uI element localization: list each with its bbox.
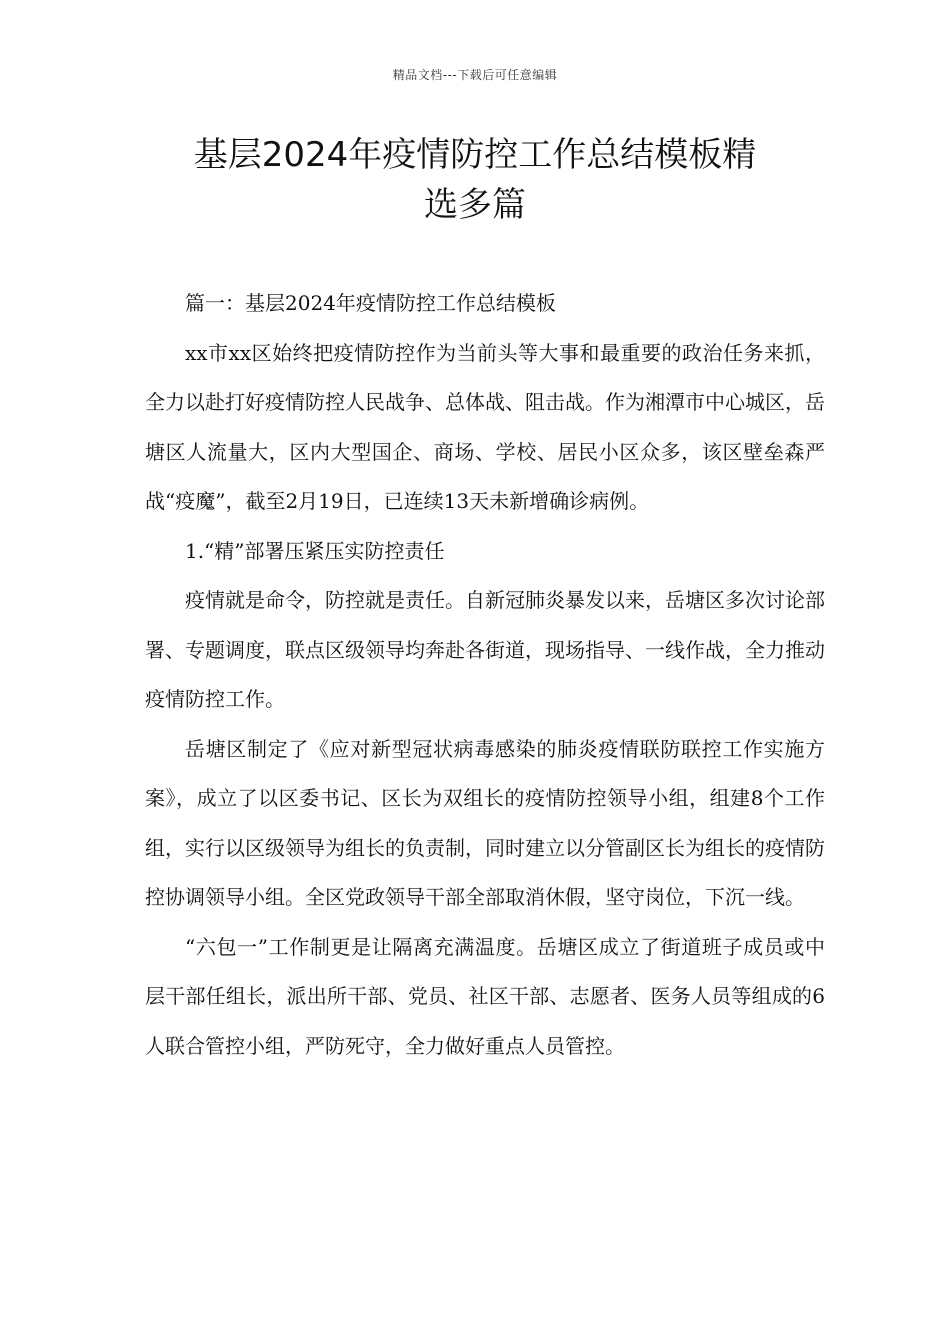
document-title xyxy=(120,130,830,230)
page-header-note: 精品文档---下载后可任意编辑 xyxy=(392,68,558,82)
subsection-heading: 1.“精”部署压紧压实防控责任 xyxy=(185,538,445,563)
section-heading: 篇一：基层2024年疫情防控工作总结模板 xyxy=(185,291,556,315)
body-paragraph: “六包一”工作制更是让隔离充满温度。岳塘区成立了街道班子成员或中层干部任组长，派出所干部、党员、社区干部、志愿者、医务人员等组成的6人联合管控小组，严防死守，全力做好重点人员管控。 xyxy=(145,934,825,1058)
document-body xyxy=(145,279,825,1071)
body-paragraph: 疫情就是命令，防控就是责任。自新冠肺炎暴发以来，岳塘区多次讨论部署、专题调度，联点区级领导均奔赴各街道，现场指导、一线作战，全力推动疫情防控工作。 xyxy=(145,588,825,711)
document-title-line-1: 基层2024年疫情防控工作总结模板精 xyxy=(193,135,757,175)
body-paragraph: xx市xx区始终把疫情防控作为当前头等大事和最重要的政治任务来抓，全力以赴打好疫情防控人民战争、总体战、阻击战。作为湘潭市中心城区，岳塘区人流量大，区内大型国企、商场、学校、居民小区众多，该区壁垒森严战“疫魔”，截至2月19日，已连续13天未新增确诊病例。 xyxy=(145,340,825,513)
document-title-line-2: 选多篇 xyxy=(424,185,526,225)
body-paragraph: 岳塘区制定了《应对新型冠状病毒感染的肺炎疫情联防联控工作实施方案》，成立了以区委书记、区长为双组长的疫情防控领导小组，组建8个工作组，实行以区级领导为组长的负责制，同时建立以分管副区长为组长的疫情防控协调领导小组。全区党政领导干部全部取消休假，坚守岗位，下沉一线。 xyxy=(145,736,825,909)
